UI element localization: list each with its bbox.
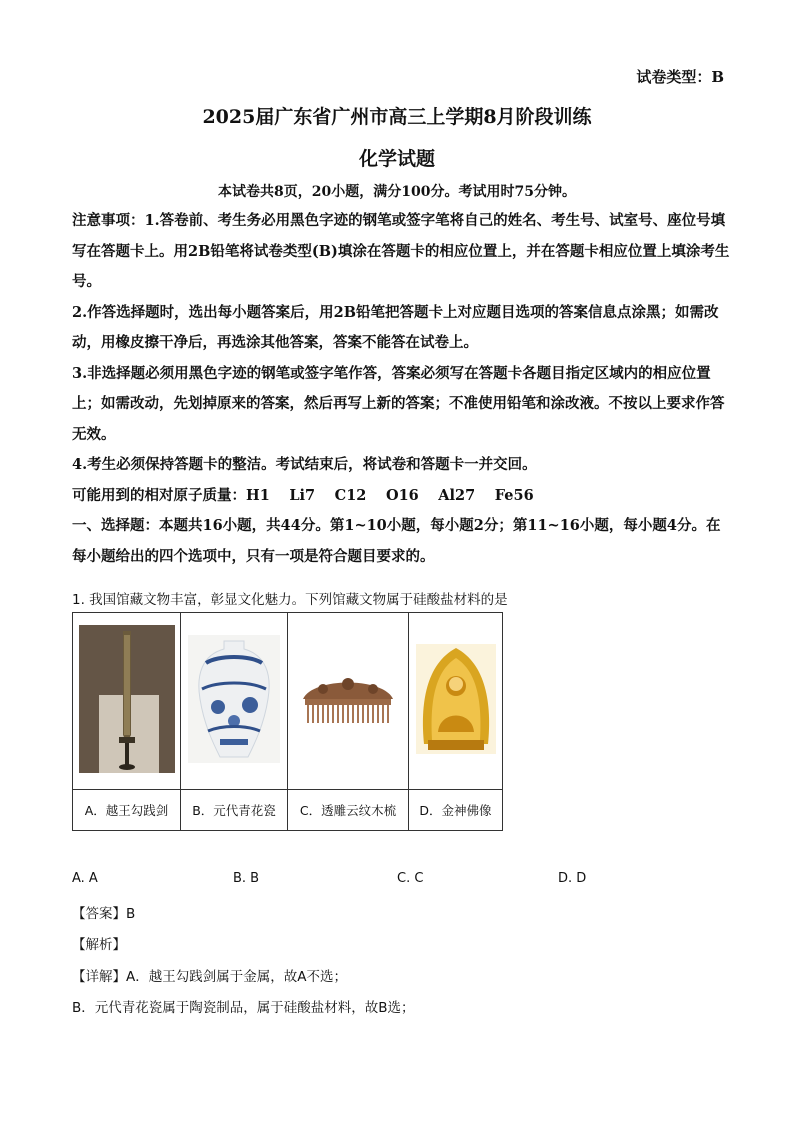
caption-b: B．元代青花瓷: [181, 790, 288, 831]
image-cell-d: [409, 613, 503, 790]
option-b: B. B: [233, 871, 260, 886]
golden-buddha-image: [416, 644, 496, 754]
image-cell-a: [73, 613, 181, 790]
note-4: 4.考生必须保持答题卡的整洁。考试结束后，将试卷和答题卡一并交回。: [72, 456, 537, 473]
detail-line-1: 【详解】A．越王勾践剑属于金属，故A不选；: [72, 969, 347, 985]
exam-type: 试卷类型：B: [636, 68, 724, 86]
notes-block: [72, 206, 732, 572]
caption-d: D．金神佛像: [409, 790, 503, 831]
image-cell-c: [288, 613, 409, 790]
analysis-label: 【解析】: [72, 937, 126, 953]
option-a: A. A: [72, 871, 98, 886]
image-cell-b: [181, 613, 288, 790]
caption-a: A．越王勾践剑: [73, 790, 181, 831]
sword-image: [79, 625, 175, 773]
exam-title: 2025届广东省广州市高三上学期8月阶段训练: [202, 106, 592, 128]
wooden-comb-image: [293, 669, 403, 729]
note-1: 注意事项：1.答卷前、考生务必用黑色字迹的钢笔或签字笔将自己的姓名、考生号、试室号、座位号填写在答题卡上。用2B铅笔将试卷类型(B)填涂在答题卡的相应位置上，并在答题卡相应位置上填涂考生号。: [72, 212, 730, 290]
note-2: 2.作答选择题时，选出每小题答案后，用2B铅笔把答题卡上对应题目选项的答案信息点涂黑；如需改动，用橡皮擦干净后，再选涂其他答案，答案不能答在试卷上。: [72, 303, 719, 351]
answer-line: 【答案】B: [72, 906, 136, 922]
section-one-instructions: 一、选择题：本题共16小题，共44分。第1~10小题，每小题2分；第11~16小题，每小题4分。在每小题给出的四个选项中，只有一项是符合题目要求的。: [72, 517, 721, 565]
caption-c: C．透雕云纹木梳: [288, 790, 409, 831]
subject-title: 化学试题: [358, 148, 435, 170]
option-d: D. D: [558, 871, 587, 886]
exam-meta: 本试卷共8页，20小题，满分100分。考试用时75分钟。: [218, 184, 576, 200]
note-3: 3.非选择题必须用黑色字迹的钢笔或签字笔作答，答案必须写在答题卡各题目指定区域内的相应位置上；如需改动，先划掉原来的答案，然后再写上新的答案；不准使用铅笔和涂改液。不按以上要求作答无效。: [72, 364, 725, 443]
option-c: C. C: [397, 871, 424, 886]
atomic-masses: 可能用到的相对原子质量：H1 Li7 C12 O16 Al27 Fe56: [72, 486, 534, 504]
porcelain-vase-image: [188, 635, 280, 763]
question-1-stem: 1. 我国馆藏文物丰富，彰显文化魅力。下列馆藏文物属于硅酸盐材料的是: [72, 592, 508, 608]
artifact-table: [72, 612, 503, 831]
detail-line-2: B．元代青花瓷属于陶瓷制品，属于硅酸盐材料，故B选；: [72, 1000, 415, 1016]
